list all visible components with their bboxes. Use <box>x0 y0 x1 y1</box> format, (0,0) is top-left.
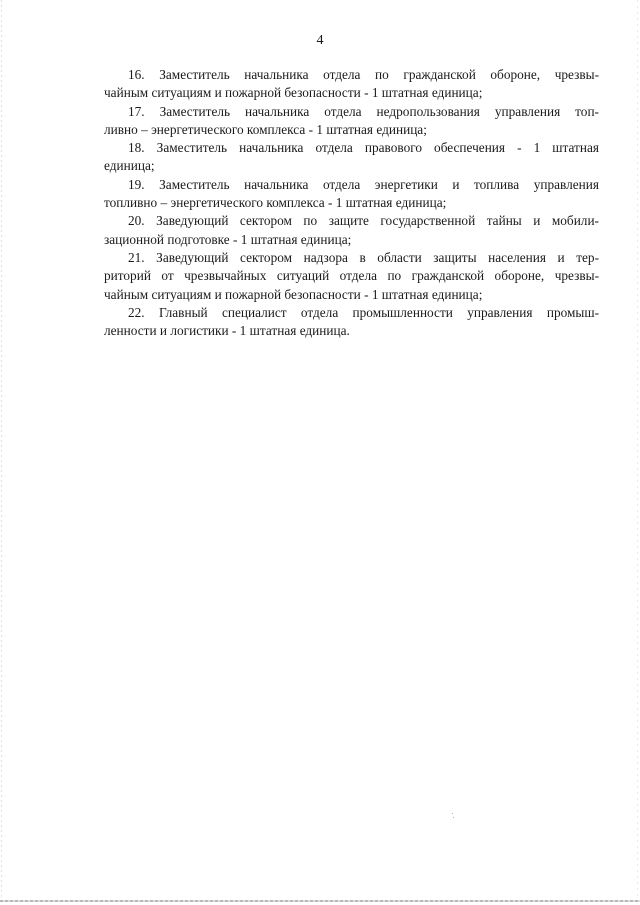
scan-edge-bottom <box>0 900 640 902</box>
paragraph-line: 21. Заведующий сектором надзора в области защиты населения и тер- <box>128 249 599 265</box>
paragraph-line: риторий от чрезвычайных ситуаций отдела по гражданской обороне, чрезвы- <box>104 268 599 284</box>
scan-speck <box>452 813 453 814</box>
paragraph-line: ливно – энергетического комплекса - 1 штатная единица; <box>104 121 427 137</box>
paragraph-line: единица; <box>104 158 155 174</box>
paragraph-line: 22. Главный специалист отдела промышленности управления промыш- <box>128 304 599 320</box>
paragraph-line: 17. Заместитель начальника отдела недропользования управления топ- <box>128 103 599 119</box>
paragraph-line: ленности и логистики - 1 штатная единица. <box>104 323 350 339</box>
paragraph-line: 16. Заместитель начальника отдела по гражданской обороне, чрезвы- <box>128 67 599 82</box>
paragraph-line: чайным ситуациям и пожарной безопасности - 1 штатная единица; <box>104 85 483 101</box>
page-number: 4 <box>316 33 324 48</box>
paragraph-item <box>104 304 599 341</box>
paragraph-item <box>104 139 599 176</box>
paragraph-item <box>104 249 599 304</box>
paragraph-line: 18. Заместитель начальника отдела правового обеспечения - 1 штатная <box>128 140 599 156</box>
document-body <box>104 66 599 340</box>
paragraph-line: 19. Заместитель начальника отдела энергетики и топлива управления <box>128 176 599 192</box>
paragraph-item <box>104 103 599 140</box>
paragraph-item <box>104 66 599 103</box>
paragraph-line: 20. Заведующий сектором по защите государственной тайны и мобили- <box>128 213 599 229</box>
paragraph-line: зационной подготовке - 1 штатная единица; <box>104 231 352 247</box>
scan-speck <box>453 817 454 818</box>
paragraph-item <box>104 176 599 213</box>
paragraph-line: топливно – энергетического комплекса - 1 штатная единица; <box>104 195 447 211</box>
paragraph-line: чайным ситуациям и пожарной безопасности - 1 штатная единица; <box>104 286 483 302</box>
scan-edge-left <box>1 0 2 905</box>
scan-edge-right <box>637 0 638 905</box>
paragraph-item <box>104 212 599 249</box>
